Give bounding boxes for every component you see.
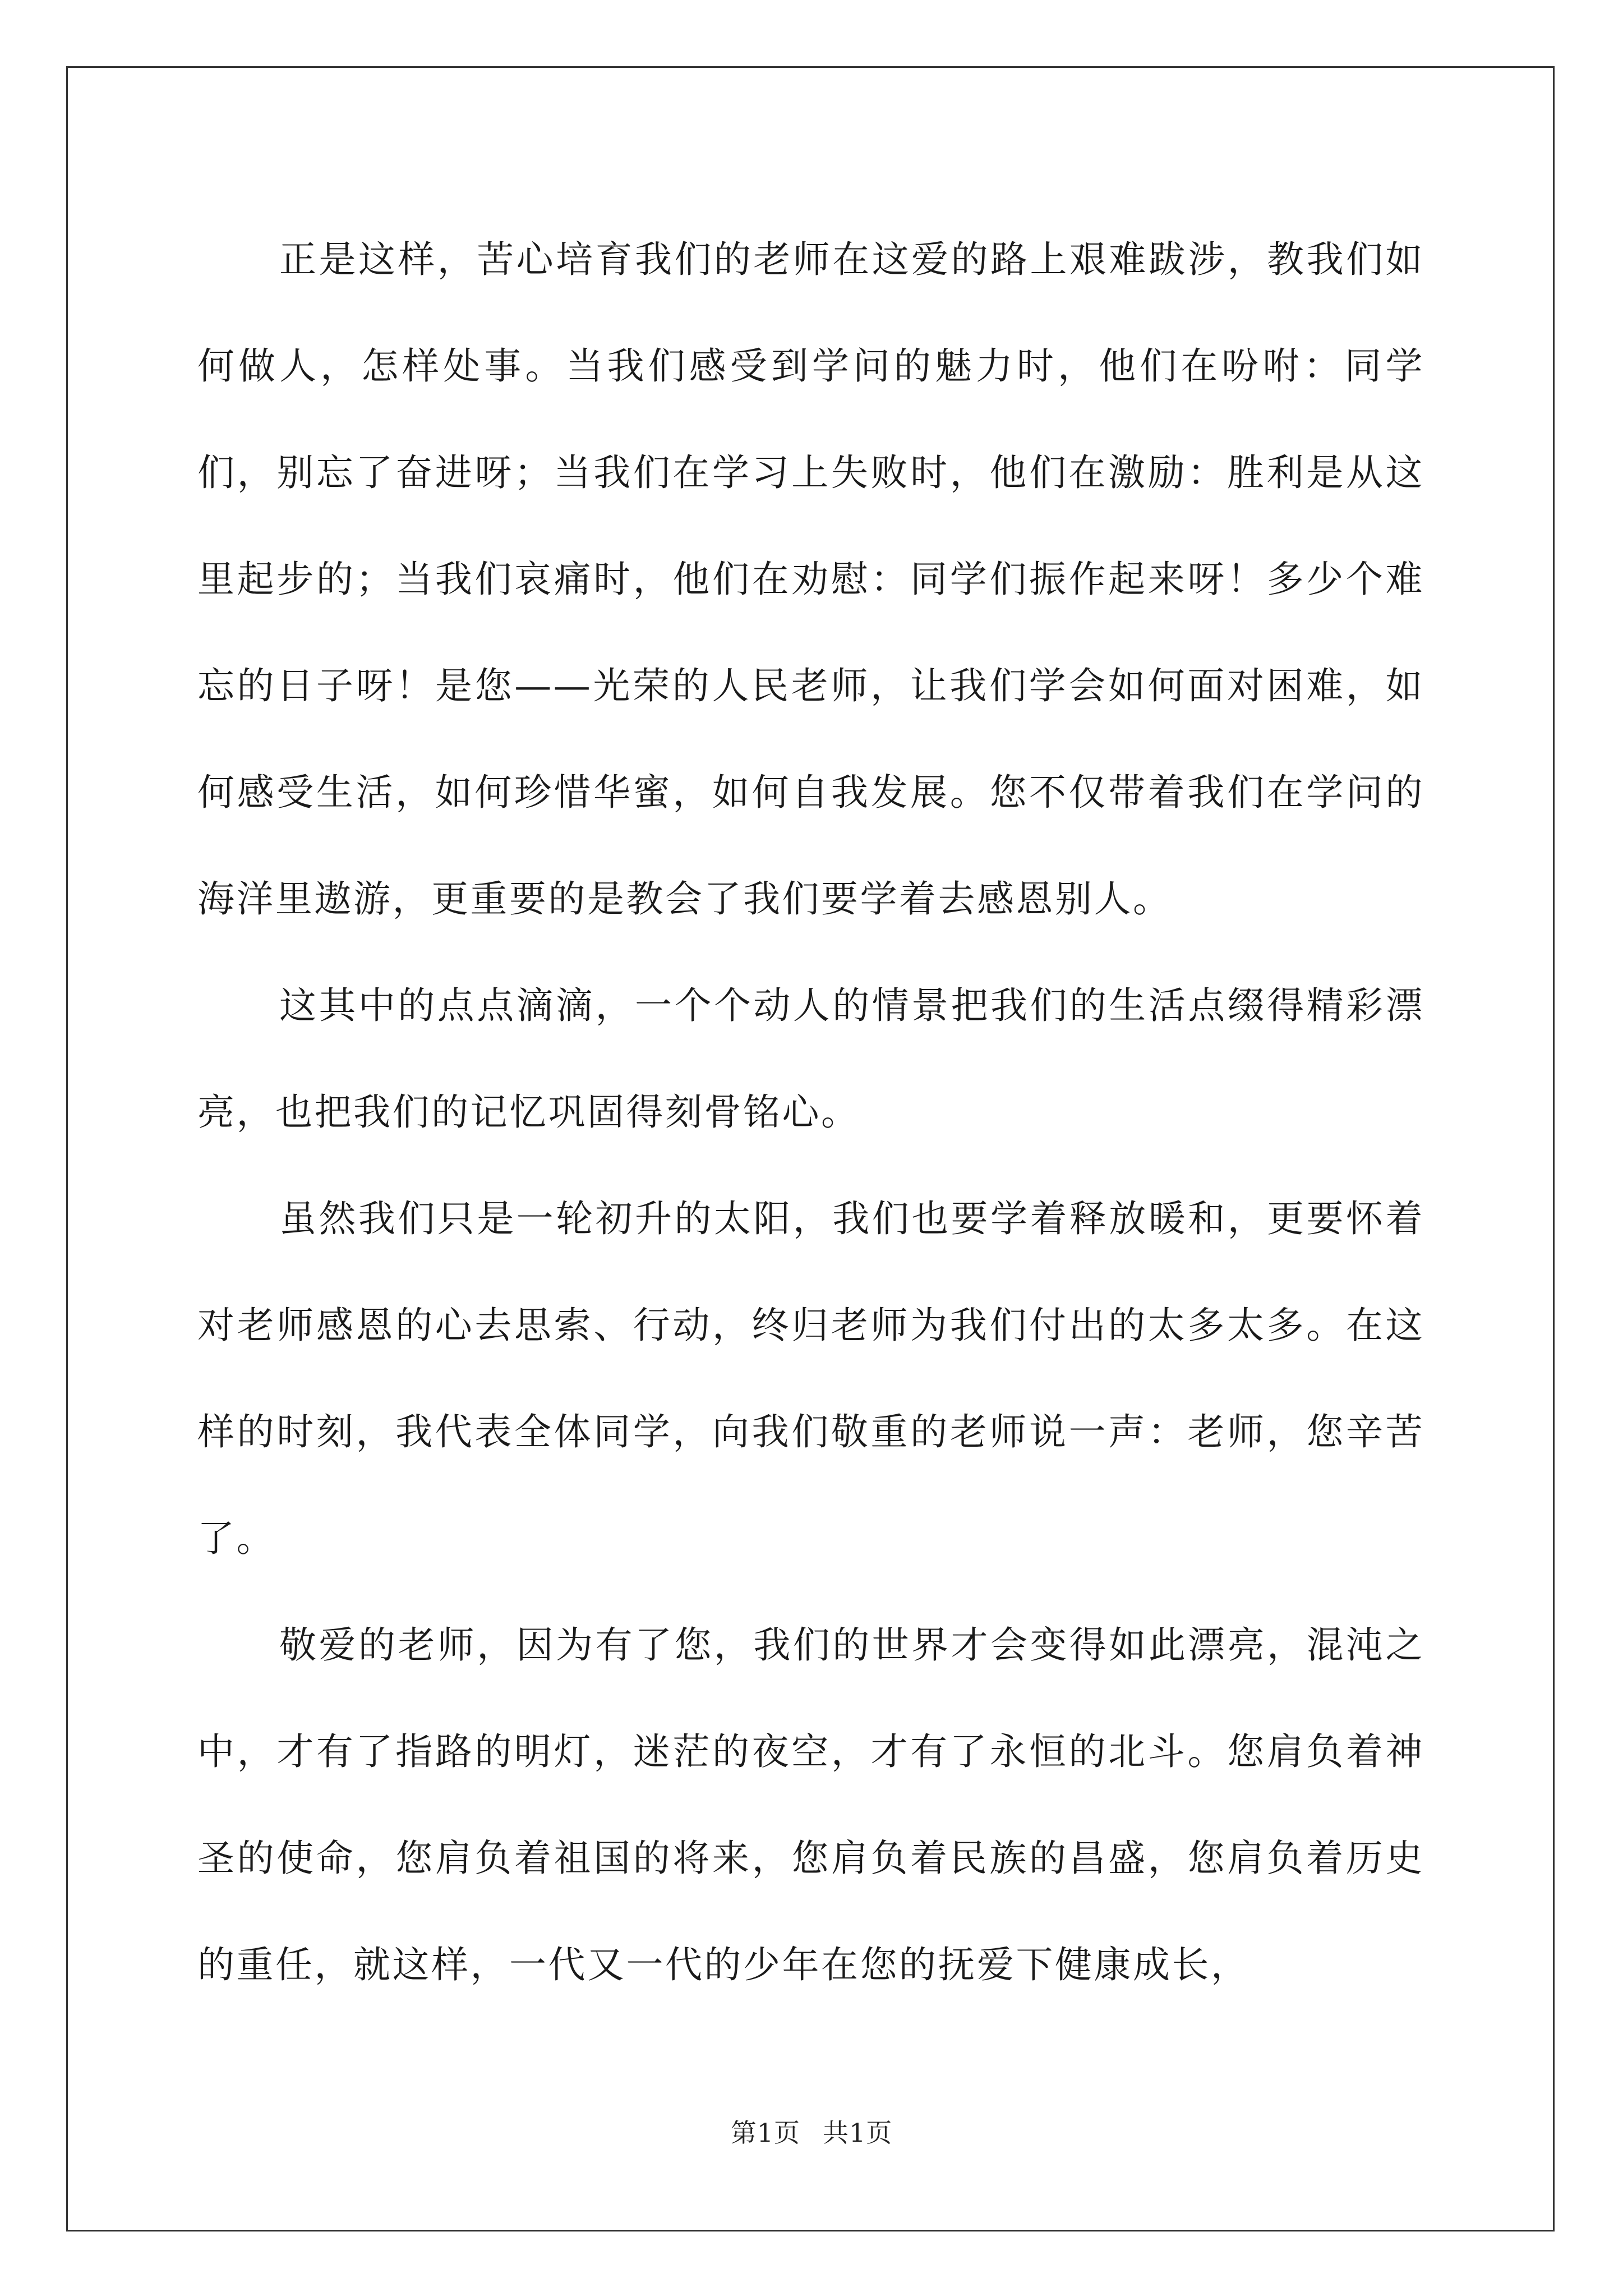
paragraph: 虽然我们只是一轮初升的太阳，我们也要学着释放暖和，更要怀着对老师感恩的心去思索、行动，终归老师为我们付出的太多太多。在这样的时刻，我代表全体同学，向我们敬重的老师说一声：老师，您辛苦了。: [197, 1197, 1424, 1560]
page-footer: [0, 2113, 1623, 2150]
document-body: [197, 206, 1424, 2018]
page-total: 共1页: [823, 2118, 893, 2148]
page-number: 第1页: [730, 2118, 800, 2148]
paragraph: 敬爱的老师，因为有了您，我们的世界才会变得如此漂亮，混沌之中，才有了指路的明灯，迷茫的夜空，才有了永恒的北斗。您肩负着神圣的使命，您肩负着祖国的将来，您肩负着民族的昌盛，您肩负着历史的重任，就这样，一代又一代的少年在您的抚爱下健康成长，: [197, 1623, 1424, 1986]
paragraph: 这其中的点点滴滴，一个个动人的情景把我们的生活点缀得精彩漂亮，也把我们的记忆巩固得刻骨铭心。: [197, 984, 1424, 1134]
paragraph: 正是这样，苦心培育我们的老师在这爱的路上艰难跋涉，教我们如何做人，怎样处事。当我们感受到学问的魅力时，他们在吩咐：同学们，别忘了奋进呀；当我们在学习上失败时，他们在激励：胜利是从这里起步的；当我们哀痛时，他们在劝慰：同学们振作起来呀！多少个难忘的日子呀！是您——光荣的人民老师，让我们学会如何面对困难，如何感受生活，如何珍惜华蜜，如何自我发展。您不仅带着我们在学问的海洋里遨游，更重要的是教会了我们要学着去感恩别人。: [197, 238, 1424, 921]
